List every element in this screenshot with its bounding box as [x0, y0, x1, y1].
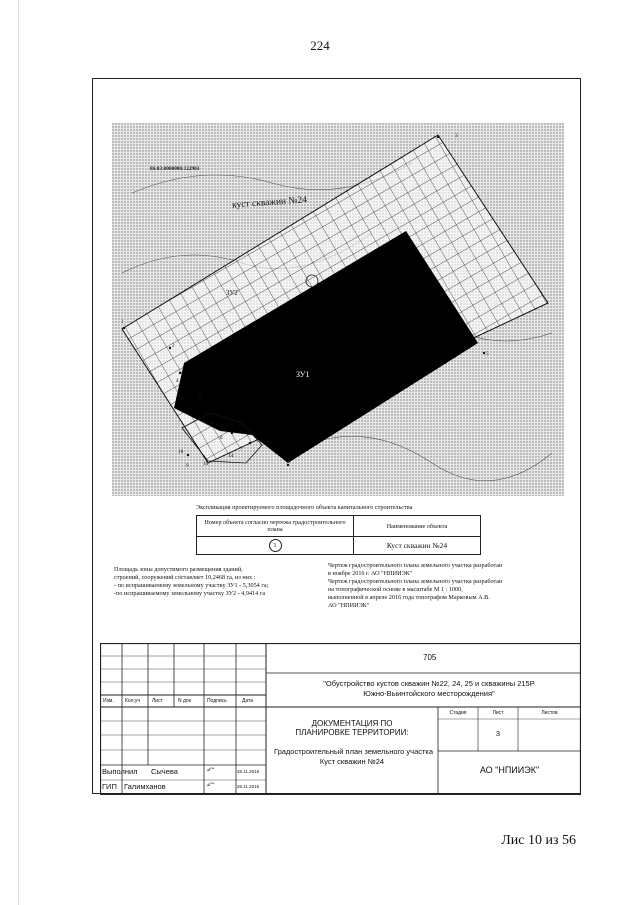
col-podpis: Подпись: [207, 698, 227, 704]
header-number: Номер объекта согласно чертежа градостроительного плана: [197, 516, 354, 537]
explication-table: [196, 515, 481, 555]
col-izm: Изм.: [103, 698, 114, 704]
point-label: 13: [228, 422, 234, 428]
name-chief-engineer: Галимханов: [124, 782, 166, 791]
point-label: 12: [256, 434, 262, 440]
col-data: Дата: [242, 698, 254, 704]
area-note-line: - по испрашиваемому земельному участку ЗУ1 - 5,3054 га;: [114, 582, 269, 589]
prep-note-line: Чертеж градостроительного плана земельного участка разработан: [328, 578, 503, 585]
area-note-line: Площадь зоны допустимого размещения зданий,: [114, 566, 243, 573]
prep-note-line: на топографической основе в масштабе М 1 : 1000,: [328, 586, 463, 593]
sheets-label: Листов: [541, 710, 558, 716]
point-label: 10: [178, 449, 184, 455]
project-title-1: "Обустройство кустов скважин №22, 24, 25 и скважины 215Р: [323, 679, 535, 688]
point-label: 6: [199, 397, 202, 403]
col-kol: Кол.уч: [125, 698, 140, 704]
point-label: 11: [238, 423, 243, 429]
header-name: Наименование объекта: [354, 516, 481, 537]
role-chief-engineer: ГИП: [102, 782, 117, 791]
prep-note-line: АО "НПИИЭК": [328, 602, 370, 609]
point-label: 1: [121, 319, 124, 325]
object-number: 1: [269, 539, 282, 552]
area-note-line: строений, сооружений составляет 10,2468 га, из них :: [114, 574, 256, 581]
point-label: 5: [486, 351, 489, 357]
stamp-code: 705: [423, 653, 437, 662]
zone-label-zu1: ЗУ1: [296, 370, 310, 379]
point-label: 8: [220, 435, 223, 441]
point-label: 7: [240, 446, 243, 452]
point-label: 2: [172, 343, 175, 349]
col-ndok: N док: [178, 698, 191, 704]
point-label: 3: [455, 133, 458, 139]
explication-title: Экспликация проектируемого площадочного объекта капитального строительства: [196, 504, 413, 511]
prep-note-line: выполненной в апреле 2016 года топографом Марковым А.В.: [328, 594, 490, 601]
scan-edge-line: [18, 0, 19, 905]
sheet-label: Лист: [492, 710, 504, 716]
signature-chief-engineer: 𝓈~: [207, 779, 215, 788]
point-label: 4: [176, 378, 179, 384]
doc-title-2: ПЛАНИРОВКЕ ТЕРРИТОРИИ:: [295, 728, 409, 737]
point-label: 14: [228, 453, 234, 459]
stage-label: Стадия: [449, 710, 467, 716]
title-block-stamp: [100, 643, 581, 795]
doc-title-1: ДОКУМЕНТАЦИЯ ПО: [311, 719, 393, 728]
cadastral-number: 86:03:0000000:122903: [150, 166, 200, 172]
prep-note-line: в ноябре 2016 г. АО "НПИИЭК": [328, 570, 413, 577]
date-performer: 26.11.2016: [237, 769, 260, 774]
date-chief-engineer: 26.11.2016: [237, 784, 260, 789]
role-performer: Выполнил: [102, 767, 138, 776]
project-title-2: Южно-Выинтойского месторождения": [363, 689, 495, 698]
explication-header-row: [197, 516, 481, 537]
point-label: 15: [203, 461, 209, 467]
sheet-value: 3: [495, 729, 501, 738]
page-number: 224: [310, 38, 330, 53]
signature-performer: 𝓈~: [207, 764, 215, 773]
object-name: Куст скважин №24: [354, 537, 481, 555]
col-list: Лист: [152, 698, 163, 704]
prep-note-line: Чертеж градостроительного плана земельного участка разработан: [328, 562, 503, 569]
page-counter: Лис 10 из 56: [501, 833, 576, 848]
point-label: 9: [186, 463, 189, 469]
plan-title-2: Куст скважин №24: [319, 757, 385, 766]
plan-title-1: Градостроительный план земельного участка: [273, 747, 434, 756]
area-note: [114, 566, 268, 598]
zone-label-zu2: ЗУ2: [226, 289, 238, 297]
site-plan-drawing: [112, 123, 564, 496]
area-note-line: -по испрашиваемому земельному участку ЗУ2 - 4,9414 га: [114, 590, 266, 597]
name-performer: Сычева: [151, 767, 178, 776]
well-pad-title: куст скважин №24: [231, 195, 308, 211]
company-name: АО "НПИИЭК": [479, 765, 540, 775]
explication-row: [197, 537, 481, 555]
preparation-note: [328, 562, 502, 610]
